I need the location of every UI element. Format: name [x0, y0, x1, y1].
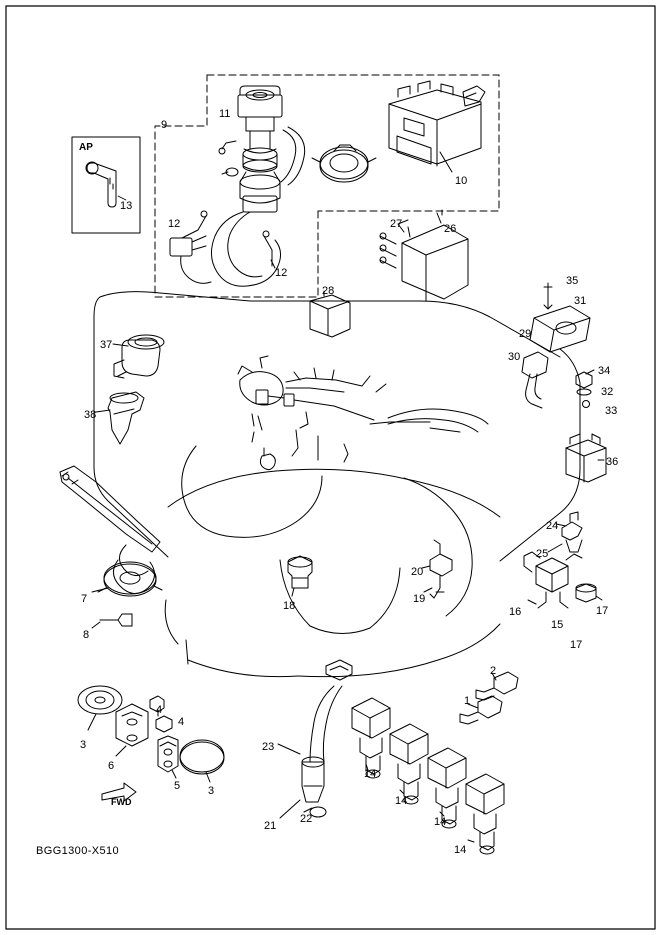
- callout-number: 21: [264, 820, 277, 832]
- callout-number: 8: [83, 629, 90, 641]
- callout-number: 35: [566, 275, 579, 287]
- callout-number: 14: [454, 844, 467, 856]
- callout-number: 9: [161, 119, 168, 131]
- callout-number: 13: [120, 200, 133, 212]
- callout-number: 34: [598, 365, 611, 377]
- callout-number: 36: [606, 456, 619, 468]
- callout-number: 32: [601, 386, 614, 398]
- fwd-arrow-label: FWD: [111, 797, 132, 807]
- callout-number: 15: [551, 619, 564, 631]
- callout-number: 18: [283, 600, 296, 612]
- callout-number: 17: [570, 639, 583, 651]
- callout-number: 14: [395, 795, 408, 807]
- callout-number: 14: [364, 768, 377, 780]
- ap-box-label: AP: [79, 142, 93, 153]
- callout-number: 37: [100, 339, 113, 351]
- callout-number: 38: [84, 409, 97, 421]
- callout-number: 17: [596, 605, 609, 617]
- callout-number: 10: [455, 175, 468, 187]
- callout-number: 29: [519, 328, 532, 340]
- callout-number: 16: [509, 606, 522, 618]
- callout-number: 7: [81, 593, 88, 605]
- callout-number: 4: [156, 704, 163, 716]
- callout-number: 11: [219, 108, 231, 120]
- callout-number: 22: [300, 813, 313, 825]
- callout-number: 26: [444, 223, 457, 235]
- callout-number: 12: [275, 267, 288, 279]
- callout-number: 24: [546, 520, 559, 532]
- callout-number: 27: [390, 218, 403, 230]
- callout-number: 3: [80, 739, 87, 751]
- callout-number: 31: [574, 295, 587, 307]
- callout-number: 33: [605, 405, 618, 417]
- callout-number: 3: [208, 785, 215, 797]
- callout-number: 1: [464, 695, 471, 707]
- callout-number: 19: [413, 593, 426, 605]
- callout-number: 25: [536, 548, 549, 560]
- callout-number: 28: [322, 285, 335, 297]
- callout-number: 20: [411, 566, 424, 578]
- callout-number: 4: [178, 716, 185, 728]
- callout-number: 12: [168, 218, 181, 230]
- callout-number: 5: [174, 780, 181, 792]
- callout-number: 30: [508, 351, 521, 363]
- callout-number: 23: [262, 741, 275, 753]
- callout-number: 14: [434, 816, 447, 828]
- callout-number: 6: [108, 760, 115, 772]
- callout-number: 2: [490, 665, 497, 677]
- part-code: BGG1300-X510: [36, 845, 120, 857]
